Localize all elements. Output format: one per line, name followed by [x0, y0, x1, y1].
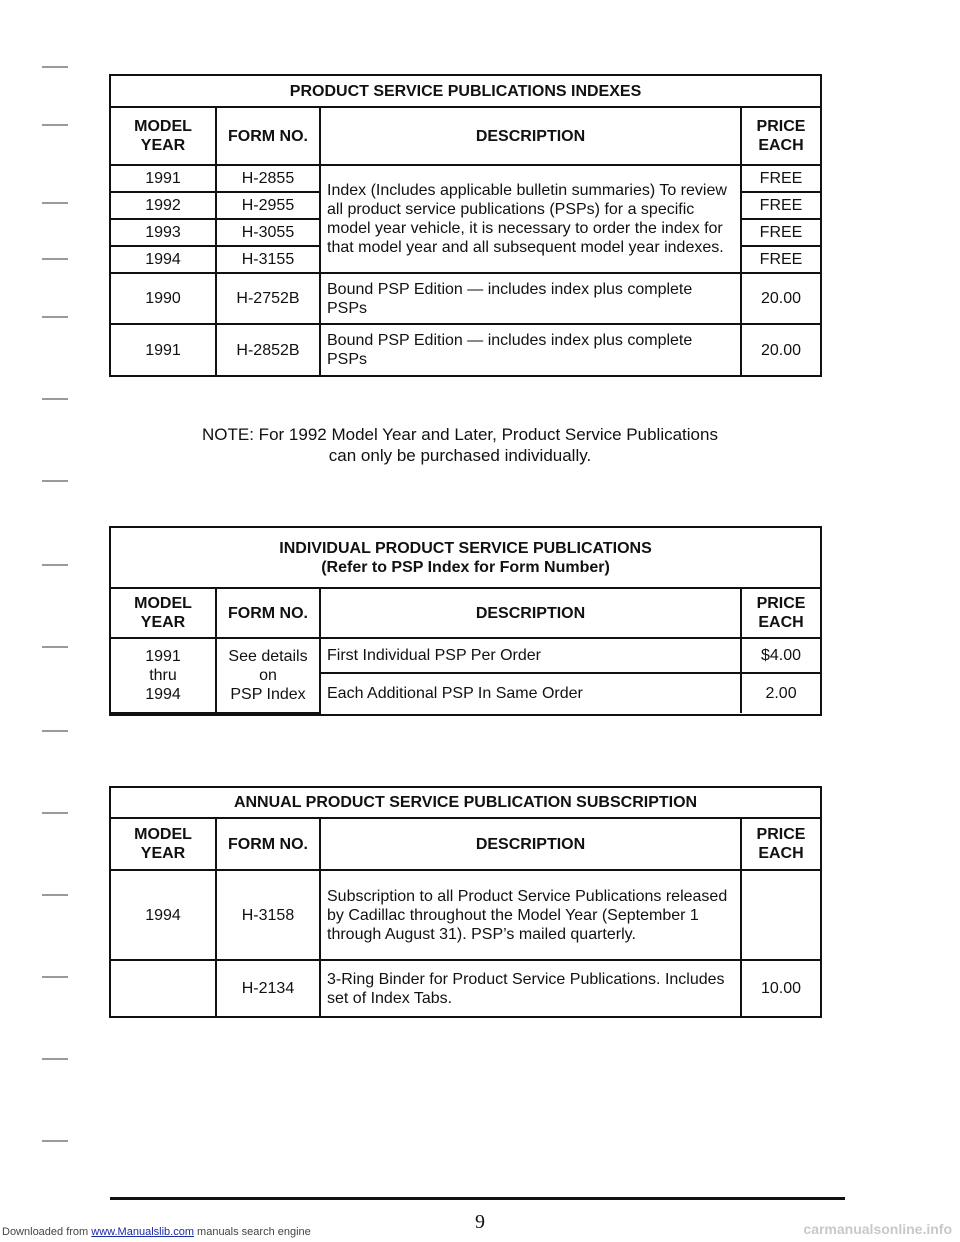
- form-no-cell: H-2855: [216, 165, 320, 192]
- annual-subscription-table: [109, 786, 822, 1018]
- price-cell: [741, 870, 820, 960]
- form-no-cell: H-2852B: [216, 324, 320, 375]
- description-cell: First Individual PSP Per Order: [320, 638, 741, 673]
- description-cell: Bound PSP Edition — includes index plus complete PSPs: [320, 324, 741, 375]
- footer-suffix: manuals search engine: [193, 1226, 311, 1238]
- header-price-each: PRICE EACH: [741, 107, 820, 165]
- download-footer: [2, 1226, 311, 1238]
- price-cell: 20.00: [741, 273, 820, 324]
- header-form-no: FORM NO.: [216, 818, 320, 870]
- form-no-cell: H-3155: [216, 246, 320, 273]
- header-price-each: PRICE EACH: [741, 588, 820, 638]
- price-cell: FREE: [741, 192, 820, 219]
- price-cell: FREE: [741, 246, 820, 273]
- form-no-cell: H-2134: [216, 960, 320, 1016]
- header-form-no: FORM NO.: [216, 107, 320, 165]
- form-no-cell: See details on PSP Index: [216, 638, 320, 713]
- price-cell: FREE: [741, 219, 820, 246]
- model-year-cell: 1991 thru 1994: [111, 638, 216, 713]
- page-number: 9: [475, 1211, 485, 1233]
- note-line-1: NOTE: For 1992 Model Year and Later, Product Service Publications: [202, 425, 718, 444]
- model-year-cell: 1994: [111, 246, 216, 273]
- model-year-cell: 1994: [111, 870, 216, 960]
- binding-margin-marks: [0, 0, 80, 1242]
- table-row: [111, 638, 820, 673]
- index-description-cell: Index (Includes applicable bulletin summaries) To review all product service publications (PSPs) for a specific model year vehicle, it is necessary to order the index for that model year and all subsequent model year indexes.: [320, 165, 741, 273]
- table-row: [111, 165, 820, 192]
- table-row: [111, 870, 820, 960]
- price-cell: 2.00: [741, 673, 820, 713]
- manualslib-link[interactable]: www.Manualslib.com: [91, 1226, 194, 1238]
- table-title: INDIVIDUAL PRODUCT SERVICE PUBLICATIONS (Refer to PSP Index for Form Number): [111, 528, 820, 588]
- purchase-note: [110, 424, 810, 466]
- table-row: [111, 324, 820, 375]
- table-row: [111, 273, 820, 324]
- price-cell: FREE: [741, 165, 820, 192]
- watermark: carmanualsonline.info: [803, 1221, 952, 1237]
- header-model-year: MODEL YEAR: [111, 107, 216, 165]
- price-cell: $4.00: [741, 638, 820, 673]
- model-year-cell: 1991: [111, 324, 216, 375]
- header-model-year: MODEL YEAR: [111, 588, 216, 638]
- table-title: ANNUAL PRODUCT SERVICE PUBLICATION SUBSCRIPTION: [111, 788, 820, 818]
- model-year-cell: [111, 960, 216, 1016]
- model-year-cell: 1990: [111, 273, 216, 324]
- form-no-cell: H-3055: [216, 219, 320, 246]
- description-cell: Subscription to all Product Service Publications released by Cadillac throughout the Model Year (September 1 through August 31). PSP’s mailed quarterly.: [320, 870, 741, 960]
- header-description: DESCRIPTION: [320, 818, 741, 870]
- note-line-2: can only be purchased individually.: [328, 446, 592, 465]
- header-description: DESCRIPTION: [320, 107, 741, 165]
- footer-rule: [110, 1197, 845, 1200]
- header-model-year: MODEL YEAR: [111, 818, 216, 870]
- header-description: DESCRIPTION: [320, 588, 741, 638]
- table-row: [111, 960, 820, 1016]
- form-no-cell: H-3158: [216, 870, 320, 960]
- model-year-cell: 1991: [111, 165, 216, 192]
- description-cell: Each Additional PSP In Same Order: [320, 673, 741, 713]
- psp-indexes-table: [109, 74, 822, 377]
- form-no-cell: H-2752B: [216, 273, 320, 324]
- model-year-cell: 1993: [111, 219, 216, 246]
- footer-prefix: Downloaded from: [2, 1226, 92, 1238]
- header-price-each: PRICE EACH: [741, 818, 820, 870]
- description-cell: Bound PSP Edition — includes index plus complete PSPs: [320, 273, 741, 324]
- table-title: PRODUCT SERVICE PUBLICATIONS INDEXES: [111, 76, 820, 107]
- price-cell: 10.00: [741, 960, 820, 1016]
- model-year-cell: 1992: [111, 192, 216, 219]
- description-cell: 3-Ring Binder for Product Service Publications. Includes set of Index Tabs.: [320, 960, 741, 1016]
- header-form-no: FORM NO.: [216, 588, 320, 638]
- price-cell: 20.00: [741, 324, 820, 375]
- individual-psp-table: [109, 526, 822, 716]
- form-no-cell: H-2955: [216, 192, 320, 219]
